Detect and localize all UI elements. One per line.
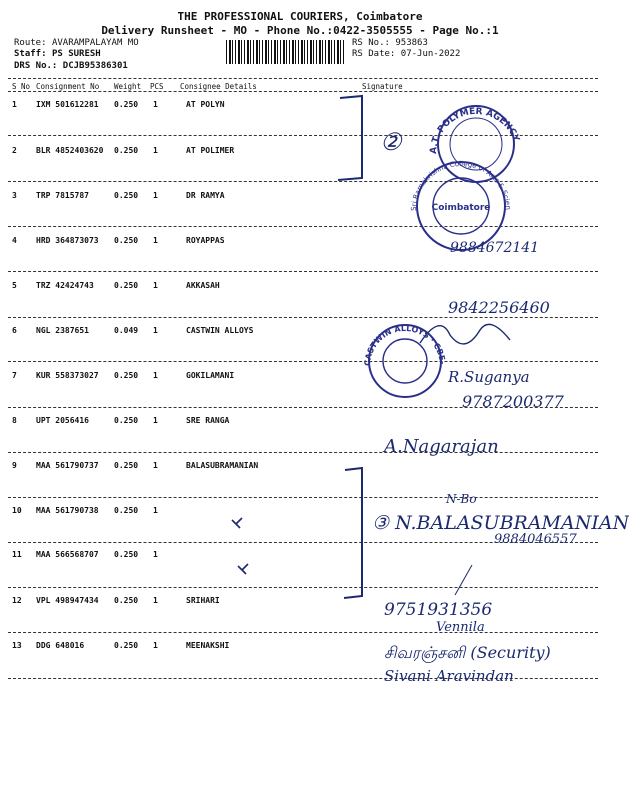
row-4-weight: 0.250 <box>114 236 139 245</box>
row-5-consignment: TRZ 42424743 <box>36 281 94 290</box>
row-1-sno: 1 <box>12 100 17 109</box>
rs-no-value: 953863 <box>395 38 428 48</box>
row-4-pcs: 1 <box>153 236 158 245</box>
page-subtitle: Delivery Runsheet - MO - Phone No.:0422-3505555 - Page No.:1 <box>101 24 499 37</box>
row-7-sno: 7 <box>12 371 17 380</box>
row-13-sno: 13 <box>12 641 22 650</box>
row-10-consignment: MAA 561790738 <box>36 506 99 515</box>
handwritten-phone: 9884672141 <box>450 240 540 256</box>
row-8-consignee: SRE RANGA <box>186 416 230 425</box>
page-title: THE PROFESSIONAL COURIERS, Coimbatore <box>177 10 423 23</box>
row-13-consignee: MEENAKSHI <box>186 641 230 650</box>
row-7-consignee: GOKILAMANI <box>186 371 235 380</box>
handwritten-name: Sivani Aravindan <box>384 667 514 685</box>
route-value: AVARAMPALAYAM MO <box>51 38 139 48</box>
drs-label: DRS No.: <box>14 61 58 71</box>
stamp-text-castwin: CASTWIN ALLOYS · CBE-6 <box>359 311 447 367</box>
row-8-pcs: 1 <box>153 416 158 425</box>
row-12-weight: 0.250 <box>114 596 139 605</box>
bracket-mark <box>344 468 362 598</box>
row-3-weight: 0.250 <box>114 191 139 200</box>
row-6-consignment: NGL 2387651 <box>36 326 89 335</box>
row-1-pcs: 1 <box>153 100 158 109</box>
rs-no-label: RS No.: <box>352 38 390 48</box>
row-2-consignment: BLR 4852403620 <box>36 146 104 155</box>
row-10-weight: 0.250 <box>114 506 139 515</box>
row-4-consignee: ROYAPPAS <box>186 236 225 245</box>
handwritten-name: A.Nagarajan <box>384 436 499 457</box>
handwritten-note: N-Bo <box>446 492 477 506</box>
svg-text:Sri Ramakrishna College of Art <box>403 150 512 211</box>
row-2-weight: 0.250 <box>114 146 139 155</box>
column-header-weight: Weight <box>114 82 142 91</box>
row-1-consignment: IXM 501612281 <box>36 100 99 109</box>
row-9-consignee: BALASUBRAMANIAN <box>186 461 259 470</box>
row-4-sno: 4 <box>12 236 17 245</box>
row-3-sno: 3 <box>12 191 17 200</box>
handwritten-name: சிவரஞ்சனி (Security) <box>384 643 551 662</box>
row-4-consignment: HRD 364873073 <box>36 236 99 245</box>
row-11-consignment: MAA 566568707 <box>36 550 99 559</box>
row-13-pcs: 1 <box>153 641 158 650</box>
handwritten-name: ③ N.BALASUBRAMANIAN <box>372 512 629 534</box>
row-8-weight: 0.250 <box>114 416 139 425</box>
bracket-mark <box>338 96 362 180</box>
row-6-sno: 6 <box>12 326 17 335</box>
handwritten-name: R.Suganya <box>448 368 530 386</box>
row-7-pcs: 1 <box>153 371 158 380</box>
row-9-consignment: MAA 561790737 <box>36 461 99 470</box>
row-10-pcs: 1 <box>153 506 158 515</box>
row-9-weight: 0.250 <box>114 461 139 470</box>
row-12-consignee: SRIHARI <box>186 596 220 605</box>
row-1-consignee: AT POLYN <box>186 100 225 109</box>
row-5-weight: 0.250 <box>114 281 139 290</box>
column-header-consignee: Consignee Details <box>180 82 257 91</box>
row-1-weight: 0.250 <box>114 100 139 109</box>
row-5-sno: 5 <box>12 281 17 290</box>
row-12-sno: 12 <box>12 596 22 605</box>
row-2-consignee: AT POLIMER <box>186 146 235 155</box>
route-label: Route: <box>14 38 47 48</box>
handwritten-name: Vennila <box>436 620 485 635</box>
svg-text:A.T. POLYMER AGENCY <box>429 107 521 154</box>
drs-value: DCJB95386301 <box>62 61 128 71</box>
row-3-consignment: TRP 7815787 <box>36 191 89 200</box>
row-6-consignee: CASTWIN ALLOYS <box>186 326 254 335</box>
row-9-pcs: 1 <box>153 461 158 470</box>
row-2-sno: 2 <box>12 146 17 155</box>
pen-stroke <box>455 565 472 595</box>
handwritten-note: ② <box>380 128 402 156</box>
rs-date-value: 07-Jun-2022 <box>400 49 461 59</box>
row-12-consignment: VPL 498947434 <box>36 596 99 605</box>
row-3-pcs: 1 <box>153 191 158 200</box>
castwin-stamp <box>359 311 448 404</box>
column-header-signature: Signature <box>362 82 403 91</box>
row-2-pcs: 1 <box>153 146 158 155</box>
row-3-consignee: DR RAMYA <box>186 191 225 200</box>
row-8-consignment: UPT 2056416 <box>36 416 89 425</box>
staff-label: Staff: <box>14 49 47 59</box>
column-header-sno: S No <box>12 82 31 91</box>
row-13-weight: 0.250 <box>114 641 139 650</box>
row-5-consignee: AKKASAH <box>186 281 220 290</box>
tick-mark <box>238 564 248 574</box>
row-11-weight: 0.250 <box>114 550 139 559</box>
row-11-pcs: 1 <box>153 550 158 559</box>
row-9-sno: 9 <box>12 461 17 470</box>
stamp-text-polymer: A.T. POLYMER AGENCY <box>428 106 521 155</box>
row-10-sno: 10 <box>12 506 22 515</box>
row-6-weight: 0.049 <box>114 326 139 335</box>
row-5-pcs: 1 <box>153 281 158 290</box>
column-header-pcs: PCS <box>150 82 164 91</box>
column-header-consignment: Consignment No <box>36 82 100 91</box>
row-7-weight: 0.250 <box>114 371 139 380</box>
rs-date-label: RS Date: <box>352 49 396 59</box>
handwritten-phone: 9787200377 <box>462 392 564 411</box>
staff-value: PS SURESH <box>51 49 101 59</box>
handwritten-phone: 9884046557 <box>494 532 577 547</box>
stamp-text-city: Coimbatore <box>431 203 491 213</box>
row-8-sno: 8 <box>12 416 17 425</box>
stamp-text-college: Sri Ramakrishna College of Arts & Science · Autonomous <box>402 150 513 212</box>
handwritten-phone: 9842256460 <box>448 298 550 317</box>
tick-mark <box>232 518 242 528</box>
row-12-pcs: 1 <box>153 596 158 605</box>
row-13-consignment: DDG 648016 <box>36 641 85 650</box>
handwritten-phone: 9751931356 <box>384 600 493 620</box>
row-11-sno: 11 <box>12 550 22 559</box>
row-6-pcs: 1 <box>153 326 158 335</box>
row-7-consignment: KUR 558373027 <box>36 371 99 380</box>
